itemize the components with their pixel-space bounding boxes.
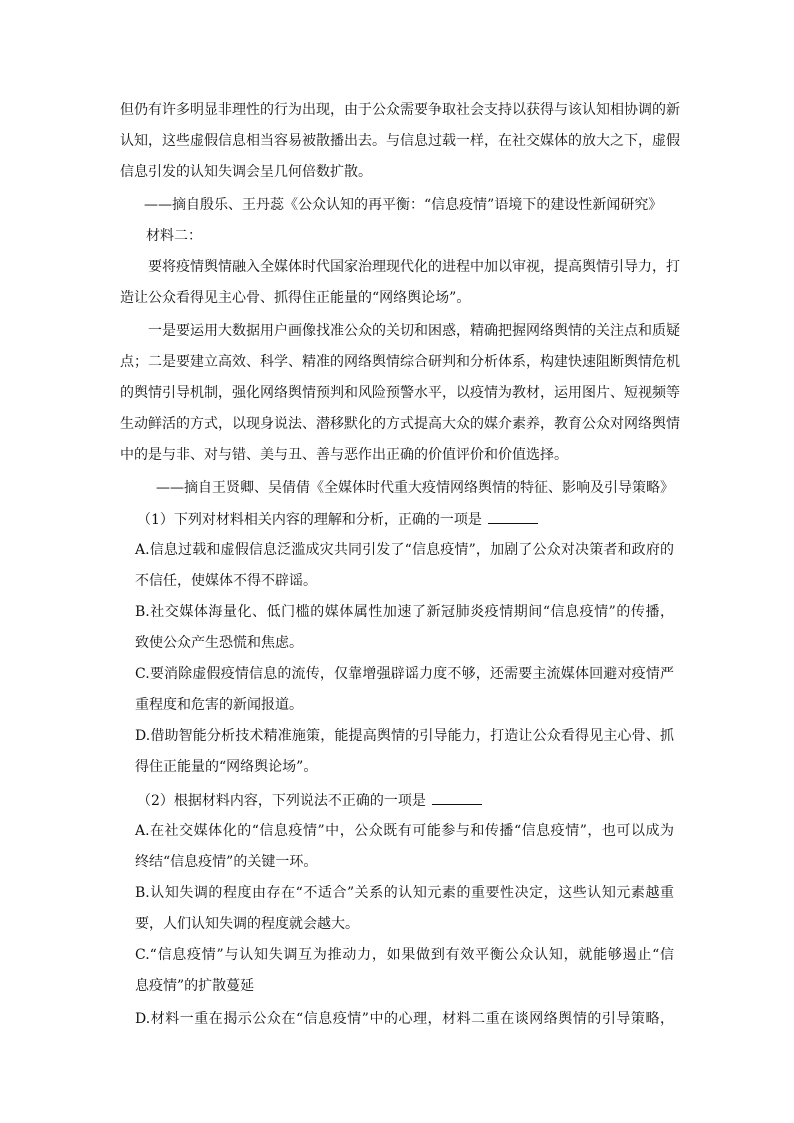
option-line: B.社交媒体海量化、低门槛的媒体属性加速了新冠肺炎疫情期间“信息疫情”的传播， bbox=[135, 604, 674, 620]
option-line: 息疫情”的扩散蔓延 bbox=[135, 978, 255, 994]
question-2-stem bbox=[137, 790, 482, 811]
text-line: 中的是与非、对与错、美与丑、善与恶作出正确的价值评价和价值选择。 bbox=[120, 447, 568, 463]
text-line: 生动鲜活的方式，以现身说法、潜移默化的方式提高大众的媒介素养，教育公众对网络舆情 bbox=[120, 416, 680, 432]
question-stem-text: （1）下列对材料相关内容的理解和分析，正确的一项是 bbox=[137, 512, 482, 528]
text-line: 认知，这些虚假信息相当容易被散播出去。与信息过载一样，在社交媒体的放大之下，虚假 bbox=[120, 133, 680, 149]
option-line: 致使公众产生恐慌和焦虑。 bbox=[135, 635, 303, 651]
answer-blank bbox=[432, 790, 482, 805]
citation-2: ——摘自王贤卿、吴倩倩《全媒体时代重大疫情网络舆情的特征、影响及引导策略》 bbox=[156, 480, 674, 496]
answer-blank bbox=[488, 509, 538, 524]
option-line: A.在社交媒体化的“信息疫情”中，公众既有可能参与和传播“信息疫情”，也可以成为 bbox=[135, 823, 674, 839]
text-line: 的舆情引导机制，强化网络舆情预判和风险预警水平，以疫情为教材，运用图片、短视频等 bbox=[120, 385, 680, 401]
material2-heading: 材料二： bbox=[146, 228, 202, 244]
option-line: D.材料一重在揭示公众在“信息疫情”中的心理，材料二重在谈网络舆情的引导策略， bbox=[135, 1011, 674, 1027]
option-line: B.认知失调的程度由存在“不适合”关系的认知元素的重要性决定，这些认知元素越重 bbox=[135, 885, 674, 901]
option-line: D.借助智能分析技术精准施策，能提高舆情的引导能力，打造让公众看得见主心骨、抓 bbox=[135, 728, 674, 744]
option-line: 不信任，使媒体不得不辟谣。 bbox=[135, 573, 317, 589]
option-line: 要，人们认知失调的程度就会越大。 bbox=[135, 916, 359, 932]
text-line: 点；二是要建立高效、科学、精准的网络舆情综合研判和分析体系，构建快速阻断舆情危机 bbox=[120, 354, 680, 370]
question-1-stem bbox=[137, 509, 538, 530]
option-line: C.“信息疫情”与认知失调互为推动力，如果做到有效平衡公众认知，就能够遏止“信 bbox=[135, 947, 674, 963]
option-line: A.信息过载和虚假信息泛滥成灾共同引发了“信息疫情”，加剧了公众对决策者和政府的 bbox=[135, 542, 674, 558]
option-line: 终结“信息疫情”的关键一环。 bbox=[135, 854, 318, 870]
text-line: 要将疫情舆情融入全媒体时代国家治理现代化的进程中加以审视，提高舆情引导力，打 bbox=[148, 259, 680, 275]
question-stem-text: （2）根据材料内容，下列说法不正确的一项是 bbox=[137, 793, 426, 809]
text-line: 一是要运用大数据用户画像找准公众的关切和困惑，精确把握网络舆情的关注点和质疑 bbox=[148, 323, 680, 339]
text-line: 但仍有许多明显非理性的行为出现，由于公众需要争取社会支持以获得与该认知相协调的新 bbox=[120, 102, 680, 118]
option-line: 得住正能量的“网络舆论场”。 bbox=[135, 759, 318, 775]
text-line: 信息引发的认知失调会呈几何倍数扩散。 bbox=[120, 164, 372, 180]
citation-1: ——摘自殷乐、王丹蕊《公众认知的再平衡：“信息疫情”语境下的建设性新闻研究》 bbox=[144, 197, 663, 213]
option-line: 重程度和危害的新闻报道。 bbox=[135, 697, 303, 713]
text-line: 造让公众看得见主心骨、抓得住正能量的“网络舆论场”。 bbox=[120, 290, 471, 306]
option-line: C.要消除虚假疫情信息的流传，仅靠增强辟谣力度不够，还需要主流媒体回避对疫情严 bbox=[135, 666, 674, 682]
